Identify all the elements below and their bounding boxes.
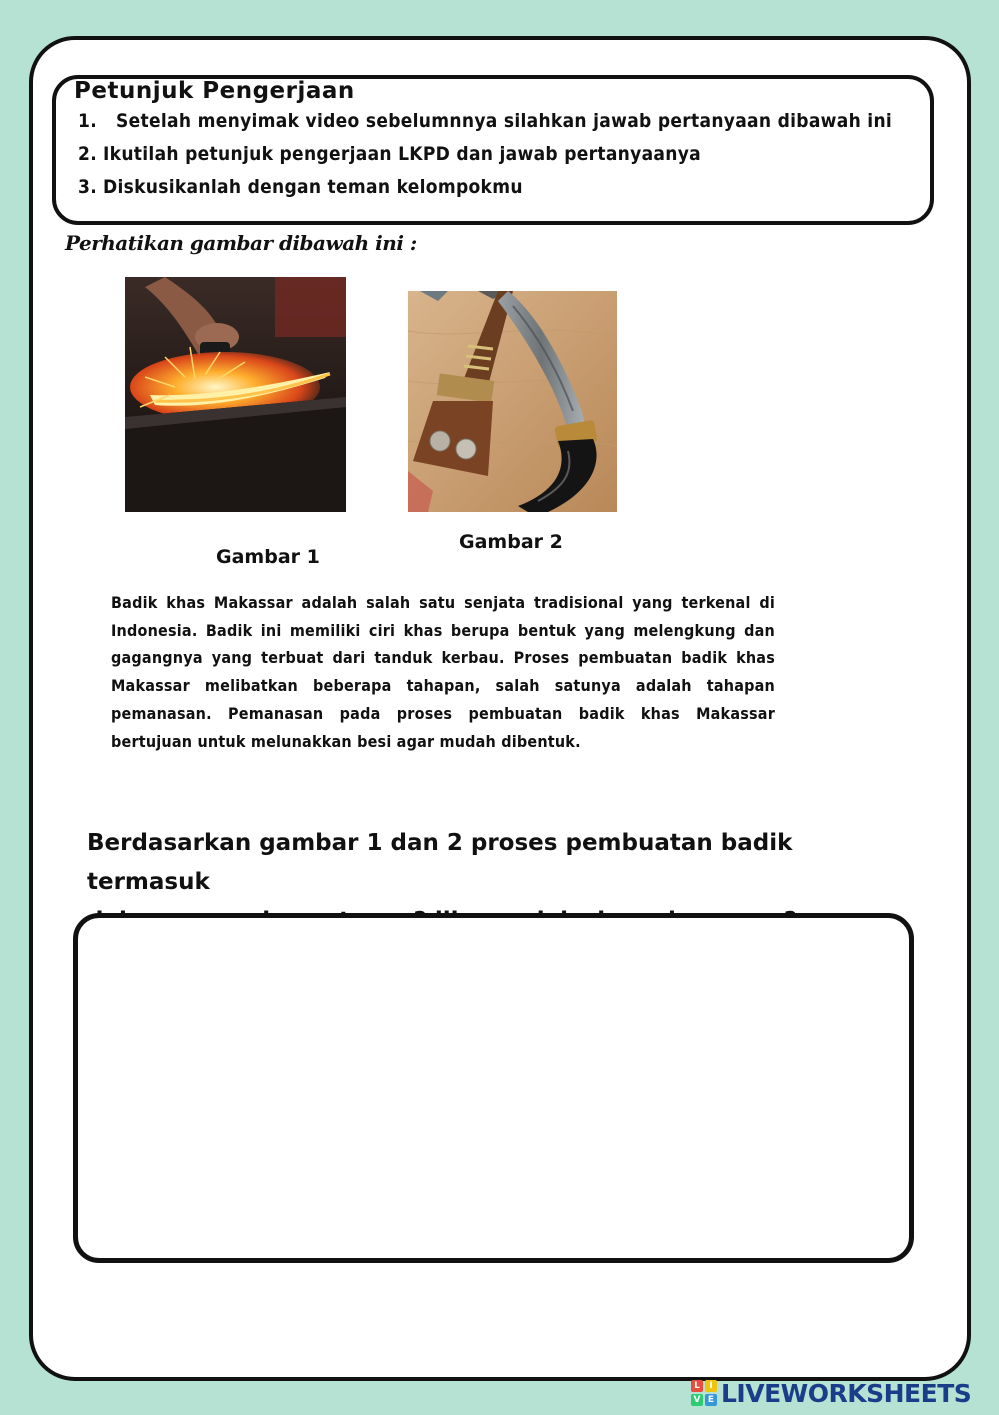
instruction-text: Setelah menyimak video sebelumnnya silahkan jawab pertanyaan dibawah ini (116, 110, 893, 132)
instruction-item-2 (78, 143, 701, 165)
forging-blade-photo (125, 277, 346, 512)
instruction-number: 2. (78, 143, 97, 165)
logo-letter: L (691, 1380, 703, 1392)
instruction-text: Ikutilah petunjuk pengerjaan LKPD dan jawab pertanyaanya (103, 143, 701, 165)
instruction-item-3 (78, 176, 523, 198)
reading-paragraph: Badik khas Makassar adalah salah satu senjata tradisional yang terkenal di Indonesia. Badik ini memiliki ciri khas berupa bentuk yang melengkung dan gagangnya yang terbuat dari tanduk kerbau. Proses pembuatan badik khas Makassar melibatkan beberapa tahapan, salah satunya adalah tahapan pemanasan. Pemanasan pada proses pembuatan badik khas Makassar bertujuan untuk melunakkan besi agar mudah dibentuk. (111, 593, 775, 751)
question-line-1: Berdasarkan gambar 1 dan 2 proses pembuatan badik termasuk (87, 830, 793, 895)
instruction-text: Diskusikanlah dengan teman kelompokmu (103, 176, 523, 198)
instruction-item-1 (78, 110, 892, 132)
instructions-title: Petunjuk Pengerjaan (74, 78, 355, 104)
instruction-number: 1. (78, 110, 97, 132)
brand-logo-icon (691, 1380, 717, 1406)
figure-1-caption: Gambar 1 (216, 546, 320, 568)
answer-field[interactable] (73, 913, 914, 1263)
liveworksheets-logo[interactable] (691, 1376, 971, 1410)
figure-2-caption: Gambar 2 (459, 531, 563, 553)
badik-knife-photo (408, 291, 617, 512)
observe-prompt: Perhatikan gambar dibawah ini : (65, 231, 417, 255)
logo-letter: V (691, 1394, 703, 1406)
logo-letter: I (705, 1380, 717, 1392)
instruction-number: 3. (78, 176, 97, 198)
logo-letter: E (705, 1394, 717, 1406)
brand-name: LIVEWORKSHEETS (721, 1378, 972, 1408)
